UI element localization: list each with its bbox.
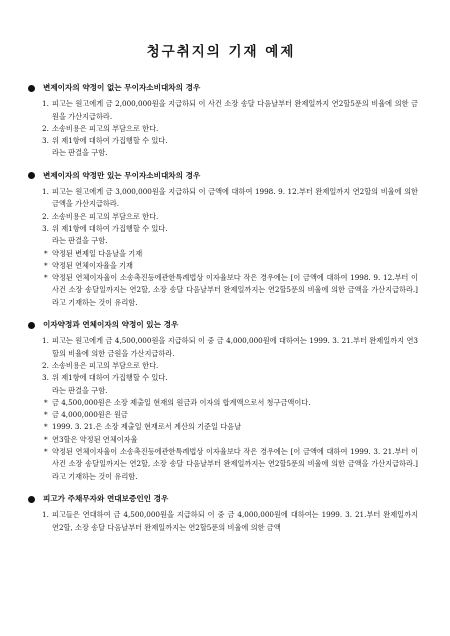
section-heading-text: 변제이자의 약정이 없는 무이자소비대차의 경우 [43,83,201,92]
note-text: 약정된 연체이자율이 소송촉진등에관한특례법상 이자율보다 작은 경우에는 [이 금액에 대하여 1999. 3. 21.부터 이 사건 소장 송달일까지는 연2할, 소장 송달 다음날부터 완제일까지는 연2할5푼의 비율에 의한 금액을 가산지급하라.]라고 기재하는 것이 유리함. [52,447,418,481]
list-item-number: 2. [42,123,49,133]
bullet-icon [28,322,35,329]
section-1 [24,82,418,160]
list-item [42,223,418,235]
list-item-number: 1. [42,336,49,346]
asterisk-icon: * [44,260,48,270]
note-item [44,272,418,309]
list-item [42,509,418,534]
note-item [44,421,418,433]
list-item-number: 2. [42,211,49,221]
closing-text: 라는 판결을 구함. [52,148,108,158]
section-4 [24,493,418,534]
sections-container [24,82,418,534]
note-text: 약정된 연체이자율이 소송촉진등에관한특례법상 이자율보다 작은 경우에는 [이 금액에 대하여 1998. 9. 12.부터 이 사건 소장 송달일까지는 연2할, 소장 송달 다음날부터 완제일까지는 연2할5푼의 비율에 의한 금액을 가산지급하라.]라고 기재하는 것이 유리함. [52,273,418,307]
list-item [42,123,418,135]
list-item-number: 3. [42,223,49,233]
list-item-number: 1. [42,510,49,520]
list-item-number: 1. [42,187,49,197]
list-item [42,211,418,223]
list-item-text: 위 제1항에 대하여 가집행할 수 있다. [52,373,168,383]
note-text: 1999. 3. 21.은 소장 제출일 현재로서 계산의 기준일 다음날 [52,422,242,432]
asterisk-icon: * [44,434,48,444]
closing-text: 라는 판결을 구함. [52,236,108,246]
list-item [42,135,418,147]
section-2 [24,170,418,309]
section-heading [24,493,418,505]
asterisk-icon: * [44,422,48,432]
note-item [44,434,418,446]
note-text: 금 4,500,000원은 소장 제출일 현재의 원금과 이자의 합계액으로서 청구금액이다. [52,397,311,407]
asterisk-icon: * [44,248,48,258]
note-item [44,248,418,260]
section-heading-text: 변제이자의 약정만 있는 무이자소비대차의 경우 [43,170,201,180]
asterisk-icon: * [44,273,48,283]
asterisk-icon: * [44,447,48,457]
section-3 [24,319,418,483]
note-text: 약정된 변제일 다음날을 기재 [52,248,143,258]
list-item-text: 소송비용은 피고의 부담으로 한다. [52,211,159,221]
list-item-text: 피고는 원고에게 금 4,500,000원을 지급하되 이 중 금 4,000,000원에 대하여는 1999. 3. 21.부터 완제일까지 연3할의 비율에 의한 금원을 가산지급하라. [52,336,418,358]
section-heading [24,170,418,182]
list-item [42,98,418,123]
bullet-icon [28,85,35,92]
list-item [42,372,418,384]
document-title: 청구취지의 기재 예제 [146,44,296,60]
note-item [44,260,418,272]
list-item [42,360,418,372]
asterisk-icon: * [44,410,48,420]
list-item-text: 소송비용은 피고의 부담으로 한다. [52,123,159,133]
list-item [42,186,418,211]
closing-text: 라는 판결을 구함. [52,385,108,395]
asterisk-icon: * [44,397,48,407]
note-text: 금 4,000,000원은 원금 [52,410,128,420]
bullet-icon [28,172,35,179]
section-heading-text: 이자약정과 연체이자의 약정이 있는 경우 [43,320,179,330]
note-text: 연3할은 약정된 연체이자율 [52,434,138,444]
section-heading [24,319,418,331]
list-item-number: 2. [42,360,49,370]
list-item-text: 위 제1항에 대하여 가집행할 수 있다. [52,223,168,233]
list-item-number: 1. [42,99,49,109]
list-item-number: 3. [42,136,49,146]
list-item [42,335,418,360]
list-item-number: 3. [42,373,49,383]
bullet-icon [28,496,35,503]
note-item [44,397,418,409]
section-heading-text: 피고가 주채무자와 연대보증인인 경우 [43,493,169,503]
list-item-text: 피고들은 연대하여 금 4,500,000원을 지급하되 이 중 금 4,000,000원에 대하여는 1999. 3. 21.부터 완제일까지 연2할, 소장 송달 다음날부터 완제일까지는 연2할5푼의 비율에 의한 금액 [52,510,418,532]
note-item [44,446,418,483]
list-item-text: 피고는 원고에게 금 2,000,000원을 지급하되 이 사건 소장 송달 다음날부터 완제일까지 연2할5푼의 비율에 의한 금원을 가산지급하라. [52,99,418,121]
section-heading [24,82,418,94]
list-item-text: 피고는 원고에게 금 3,000,000원을 지급하되 이 금액에 대하여 1998. 9. 12.부터 완제일까지 연2할의 비율에 의한 금액을 가산지급하라. [52,187,418,209]
note-item [44,409,418,421]
list-item-text: 위 제1항에 대하여 가집행할 수 있다. [52,136,168,146]
note-text: 약정된 연체이자율을 기재 [52,260,133,270]
list-item-text: 소송비용은 피고의 부담으로 한다. [52,360,159,370]
